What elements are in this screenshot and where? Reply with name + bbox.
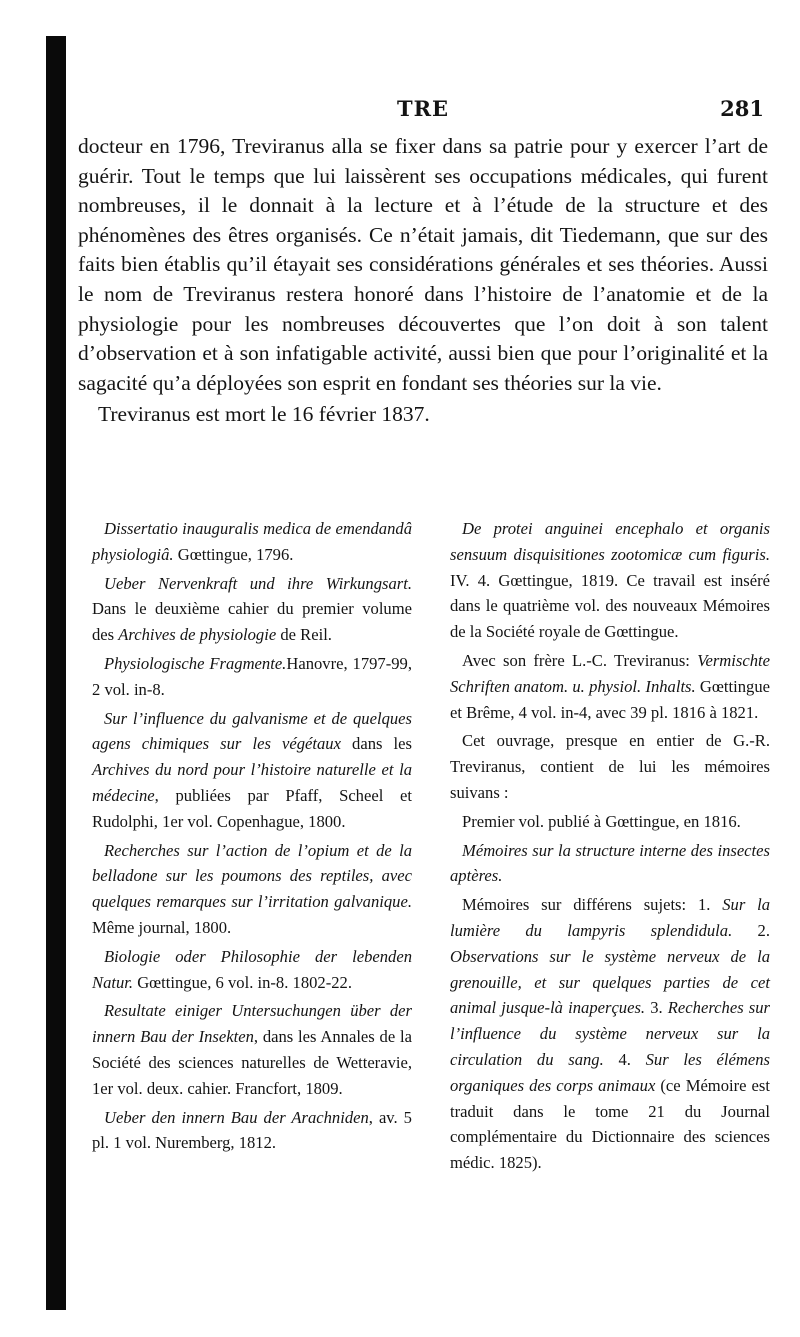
main-paragraph-death: Treviranus est mort le 16 février 1837. (98, 402, 430, 427)
bib-entry: De protei anguinei encephalo et organis sensuum disquisitiones zootomicæ cum figuris. IV. 4. Gœttingue, 1819. Ce travail est inséré dans le quatrième vol. des nouveaux Mémoires de la Société royale de Gœttingue. (450, 519, 770, 642)
bibliography-left-column (92, 516, 412, 1159)
bib-entry: Resultate einiger Untersuchungen über der innern Bau der Insekten, dans les Annales de la Société des sciences naturelles de Wetteravie, 1er vol. deux. cahier. Francfort, 1809. (92, 1001, 412, 1098)
bib-entry: Physiologische Fragmente.Hanovre, 1797-99, 2 vol. in-8. (92, 653, 412, 699)
bib-entry: Biologie oder Philosophie der lebenden Natur. Gœttingue, 6 vol. in-8. 1802-22. (92, 946, 412, 992)
main-paragraph: docteur en 1796, Treviranus alla se fixer dans sa patrie pour y exercer l’art de guérir. Tout le temps que lui laissèrent ses occupations médicales, qui furent nombreuses, il le donnait à la lecture et à l’étude de la structure et des phénomènes des êtres organisés. Ce n’était jamais, dit Tiedemann, que sur des faits bien établis qu’il étayait ses considérations générales et ses théories. Aussi le nom de Treviranus restera honoré dans l’histoire de l’anatomie et de la physiologie pour les nombreuses découvertes que l’on doit à son talent d’observation et à son infatigable activité, aussi bien que pour l’originalité et la sagacité qu’a déployées son esprit en fondant ses théories sur la vie. (78, 134, 768, 395)
bib-entry: Mémoires sur la structure interne des insectes aptères. (450, 840, 770, 886)
bib-entry: Recherches sur l’action de l’opium et de la belladone sur les poumons des reptiles, avec quelques remarques sur l’irritation galvanique. Même journal, 1800. (92, 840, 412, 937)
binding-spine (46, 36, 66, 1310)
running-title: TRE (396, 96, 450, 121)
bib-entry: Ueber den innern Bau der Arachniden, av. 5 pl. 1 vol. Nuremberg, 1812. (92, 1107, 412, 1153)
bib-entry: Ueber Nervenkraft und ihre Wirkungsart. Dans le deuxième cahier du premier volume des Archives de physiologie de Reil. (92, 573, 412, 645)
bib-entry: Avec son frère L.-C. Treviranus: Vermischte Schriften anatom. u. physiol. Inhalts. Gœttingue et Brême, 4 vol. in-4, avec 39 pl. 1816 à 1821. (450, 650, 770, 722)
bib-entry: Dissertatio inauguralis medica de emendandâ physiologiâ. Gœttingue, 1796. (92, 519, 412, 564)
bibliography-right-column (450, 516, 770, 1179)
bib-entry: Premier vol. publié à Gœttingue, en 1816. (462, 811, 741, 831)
page-number: 281 (720, 96, 764, 121)
main-text (78, 132, 768, 430)
page-header (78, 96, 768, 136)
bib-entry: Mémoires sur différens sujets: 1. Sur la lumière du lampyris splendidula. 2. Observations sur le système nerveux de la grenouille, et sur quelques parties de cet animal jusque-là inaperçues. 3. Recherches sur l’influence du système nerveux sur la circulation du sang. 4. Sur les élémens organiques des corps animaux (ce Mémoire est traduit dans le tome 21 du Journal complémentaire du Dictionnaire des sciences médic. 1825). (450, 895, 771, 1173)
bib-entry: Cet ouvrage, presque en entier de G.-R. Treviranus, contient de lui les mémoires suivans : (450, 731, 770, 802)
bib-entry: Sur l’influence du galvanisme et de quelques agens chimiques sur les végétaux dans les Archives du nord pour l’histoire naturelle et la médecine, publiées par Pfaff, Scheel et Rudolphi, 1er vol. Copenhague, 1800. (92, 708, 412, 831)
